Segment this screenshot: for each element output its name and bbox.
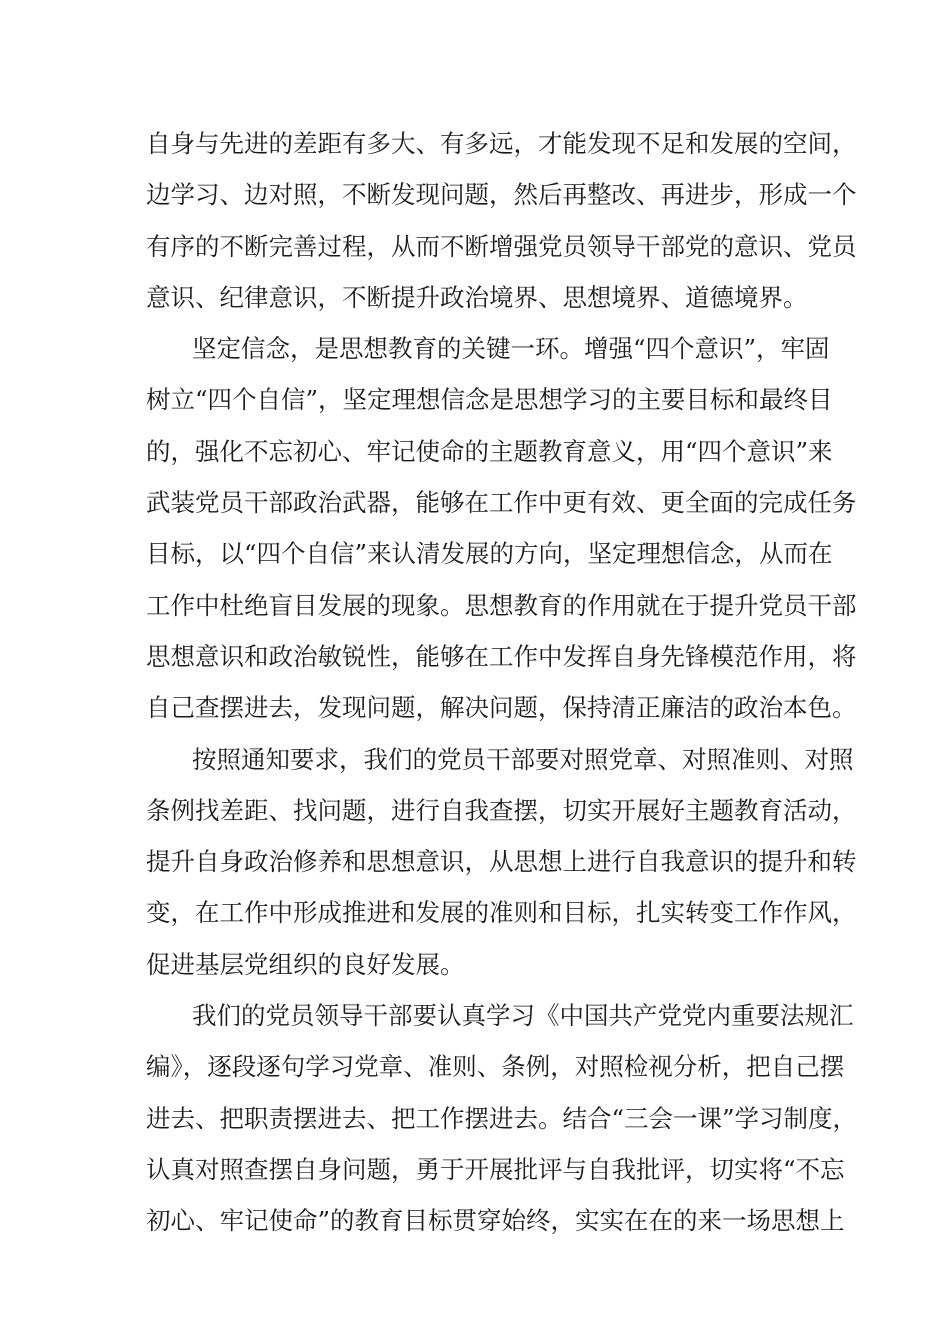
- text-line: 认真对照查摆自身问题，勇于开展批评与自我批评，切实将“不忘: [146, 1154, 845, 1184]
- text-line: 进去、把职责摆进去、把工作摆进去。结合“三会一课”学习制度，: [146, 1103, 858, 1133]
- paragraph-first-line: 按照通知要求，我们的党员干部要对照党章、对照准则、对照: [192, 744, 854, 774]
- text-line: 促进基层党组织的良好发展。: [146, 949, 465, 979]
- text-line: 提升自身政治修养和思想意识，从思想上进行自我意识的提升和转: [146, 847, 857, 877]
- text-line: 目标，以“四个自信”来认清发展的方向，坚定理想信念，从而在: [146, 539, 833, 569]
- text-line: 条例找差距、找问题，进行自我查摆，切实开展好主题教育活动，: [146, 795, 857, 825]
- text-line: 边学习、边对照，不断发现问题，然后再整改、再进步，形成一个: [146, 180, 857, 210]
- text-line: 意识、纪律意识，不断提升政治境界、思想境界、道德境界。: [146, 282, 808, 312]
- document-body: [146, 118, 858, 1247]
- text-line: 思想意识和政治敏锐性，能够在工作中发挥自身先锋模范作用，将: [146, 641, 857, 671]
- paragraph-first-line: 我们的党员领导干部要认真学习《中国共产党党内重要法规汇: [192, 1001, 854, 1031]
- text-line: 初心、牢记使命”的教育目标贯穿始终，实实在在的来一场思想上: [146, 1206, 845, 1236]
- text-line: 变，在工作中形成推进和发展的准则和目标，扎实转变工作作风，: [146, 898, 857, 928]
- text-line: 有序的不断完善过程，从而不断增强党员领导干部党的意识、党员: [146, 231, 857, 261]
- text-line: 树立“四个自信”，坚定理想信念是思想学习的主要目标和最终目: [146, 385, 833, 415]
- paragraph-first-line: 坚定信念，是思想教育的关键一环。增强“四个意识”，牢固: [192, 334, 830, 364]
- text-line: 的，强化不忘初心、牢记使命的主题教育意义，用“四个意识”来: [146, 436, 833, 466]
- text-line: 工作中杜绝盲目发展的现象。思想教育的作用就在于提升党员干部: [146, 590, 857, 620]
- text-line: 武装党员干部政治武器，能够在工作中更有效、更全面的完成任务: [146, 488, 857, 518]
- text-line: 自己查摆进去，发现问题，解决问题，保持清正廉洁的政治本色。: [146, 693, 857, 723]
- text-line: 编》，逐段逐句学习党章、准则、条例，对照检视分析，把自己摆: [146, 1052, 845, 1082]
- text-line: 自身与先进的差距有多大、有多远，才能发现不足和发展的空间，: [146, 129, 857, 158]
